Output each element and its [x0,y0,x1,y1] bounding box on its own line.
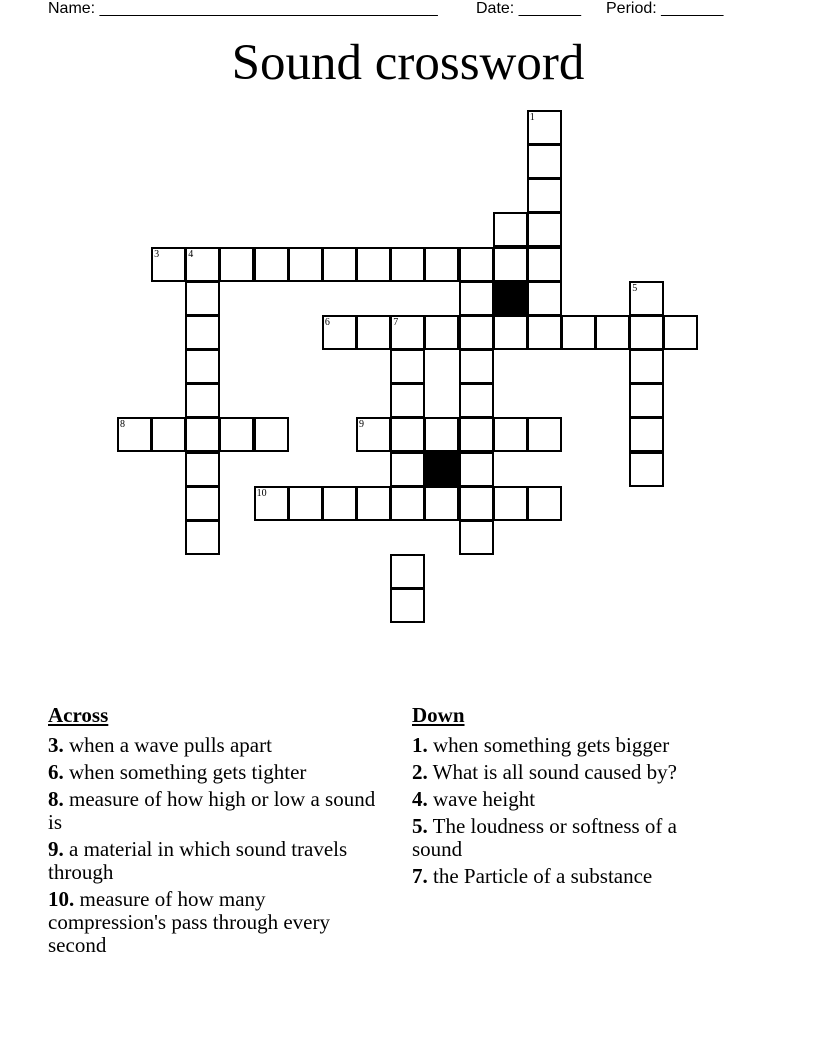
crossword-cell[interactable] [390,247,425,282]
crossword-cell[interactable] [254,247,289,282]
period-field[interactable]: Period: _______ [606,0,724,17]
crossword-cell[interactable] [356,486,391,521]
crossword-cell[interactable] [459,247,494,282]
clue-number: 1. [412,733,428,757]
clue-text: wave height [433,787,536,811]
clue-number-label: 5 [632,282,638,294]
crossword-cell[interactable] [390,417,425,452]
crossword-cell[interactable] [527,212,562,247]
crossword-cell[interactable] [424,486,459,521]
crossword-cell[interactable] [322,315,357,350]
crossword-cell[interactable] [322,486,357,521]
down-heading: Down [412,703,465,727]
clue-across [48,838,388,884]
crossword-cell[interactable] [527,178,562,213]
crossword-cell[interactable] [459,349,494,384]
clue-across [48,734,388,757]
clue-number: 4. [412,787,428,811]
crossword-cell[interactable] [459,417,494,452]
crossword-cell[interactable] [322,247,357,282]
crossword-cell[interactable] [185,247,220,282]
clue-across [48,788,388,834]
across-clues [48,700,388,961]
black-square [493,281,528,316]
crossword-cell[interactable] [595,315,630,350]
crossword-cell[interactable] [356,417,391,452]
crossword-cell[interactable] [629,315,664,350]
clue-number: 5. [412,814,428,838]
crossword-cell[interactable] [424,315,459,350]
page-title: Sound crossword [231,35,585,91]
clue-text: the Particle of a substance [433,864,653,888]
crossword-cell[interactable] [424,417,459,452]
crossword-cell[interactable] [527,110,562,145]
clue-number: 6. [48,760,64,784]
name-field[interactable]: Name: ______________________________________ [48,0,438,17]
clue-number-label: 1 [529,112,535,123]
crossword-cell[interactable] [254,417,289,452]
clue-down [412,761,732,784]
clue-text: measure of how many compression's pass through every second [48,887,330,957]
crossword-cell[interactable] [151,247,186,282]
crossword-cell[interactable] [459,383,494,418]
crossword-cell[interactable] [185,417,220,452]
crossword-cell[interactable] [288,247,323,282]
clue-number: 8. [48,787,64,811]
crossword-cell[interactable] [527,247,562,282]
crossword-cell[interactable] [219,247,254,282]
crossword-cell[interactable] [527,486,562,521]
crossword-cell[interactable] [390,486,425,521]
crossword-cell[interactable] [527,281,562,316]
crossword-cell[interactable] [390,588,425,623]
worksheet-header [48,0,768,20]
clue-across [48,888,388,957]
crossword-cell[interactable] [185,452,220,487]
clue-text: measure of how high or low a sound is [48,787,376,834]
crossword-cell[interactable] [663,315,698,350]
crossword-cell[interactable] [527,417,562,452]
crossword-cell[interactable] [459,315,494,350]
clue-number: 3. [48,733,64,757]
clue-text: The loudness or softness of a sound [412,814,677,861]
crossword-cell[interactable] [629,417,664,452]
clue-number-label: 9 [359,419,365,431]
crossword-cell[interactable] [185,315,220,350]
crossword-cell[interactable] [185,486,220,521]
crossword-cell[interactable] [527,315,562,350]
crossword-cell[interactable] [459,281,494,316]
crossword-cell[interactable] [493,417,528,452]
crossword-cell[interactable] [390,349,425,384]
clue-number-label: 10 [256,487,267,499]
crossword-cell[interactable] [390,383,425,418]
crossword-cell[interactable] [629,281,664,316]
clue-down [412,734,732,757]
clue-number-label: 7 [393,316,399,328]
crossword-cell[interactable] [288,486,323,521]
crossword-cell[interactable] [356,315,391,350]
crossword-cell[interactable] [390,315,425,350]
clue-number-label: 3 [154,248,160,260]
crossword-cell[interactable] [493,247,528,282]
down-clues [412,700,732,892]
clue-down [412,865,732,888]
crossword-cell[interactable] [459,520,494,555]
clue-across [48,761,388,784]
clue-number: 9. [48,837,64,861]
crossword-cell[interactable] [629,349,664,384]
clue-number-label: 8 [120,419,125,431]
crossword-cell[interactable] [424,247,459,282]
crossword-cell[interactable] [390,554,425,589]
crossword-cell[interactable] [185,520,220,555]
clue-number: 7. [412,864,428,888]
clue-number: 10. [48,887,75,911]
clue-down [412,815,732,861]
crossword-cell[interactable] [561,315,596,350]
crossword-cell[interactable] [493,212,528,247]
clue-text: when something gets bigger [433,733,670,757]
crossword-cell[interactable] [117,417,152,452]
crossword-cell[interactable] [390,452,425,487]
black-square [424,452,459,487]
crossword-cell[interactable] [493,486,528,521]
clue-down [412,788,732,811]
crossword-cell[interactable] [629,452,664,487]
crossword-cell[interactable] [493,315,528,350]
clue-number-label: 4 [188,248,194,260]
clue-text: when a wave pulls apart [69,733,272,757]
crossword-cell[interactable] [527,144,562,179]
clue-number-label: 6 [324,316,330,328]
clue-text: a material in which sound travels through [48,837,348,884]
crossword-cell[interactable] [151,417,186,452]
date-field[interactable]: Date: _______ [476,0,581,17]
crossword-cell[interactable] [185,281,220,316]
clue-number: 2. [412,760,428,784]
crossword-cell[interactable] [356,247,391,282]
crossword-cell[interactable] [459,452,494,487]
crossword-cell[interactable] [254,486,289,521]
clue-text: when something gets tighter [69,760,307,784]
crossword-cell[interactable] [185,383,220,418]
across-heading: Across [48,703,109,727]
crossword-cell[interactable] [459,486,494,521]
crossword-cell[interactable] [629,383,664,418]
crossword-cell[interactable] [219,417,254,452]
clue-text: What is all sound caused by? [432,760,677,784]
crossword-cell[interactable] [185,349,220,384]
